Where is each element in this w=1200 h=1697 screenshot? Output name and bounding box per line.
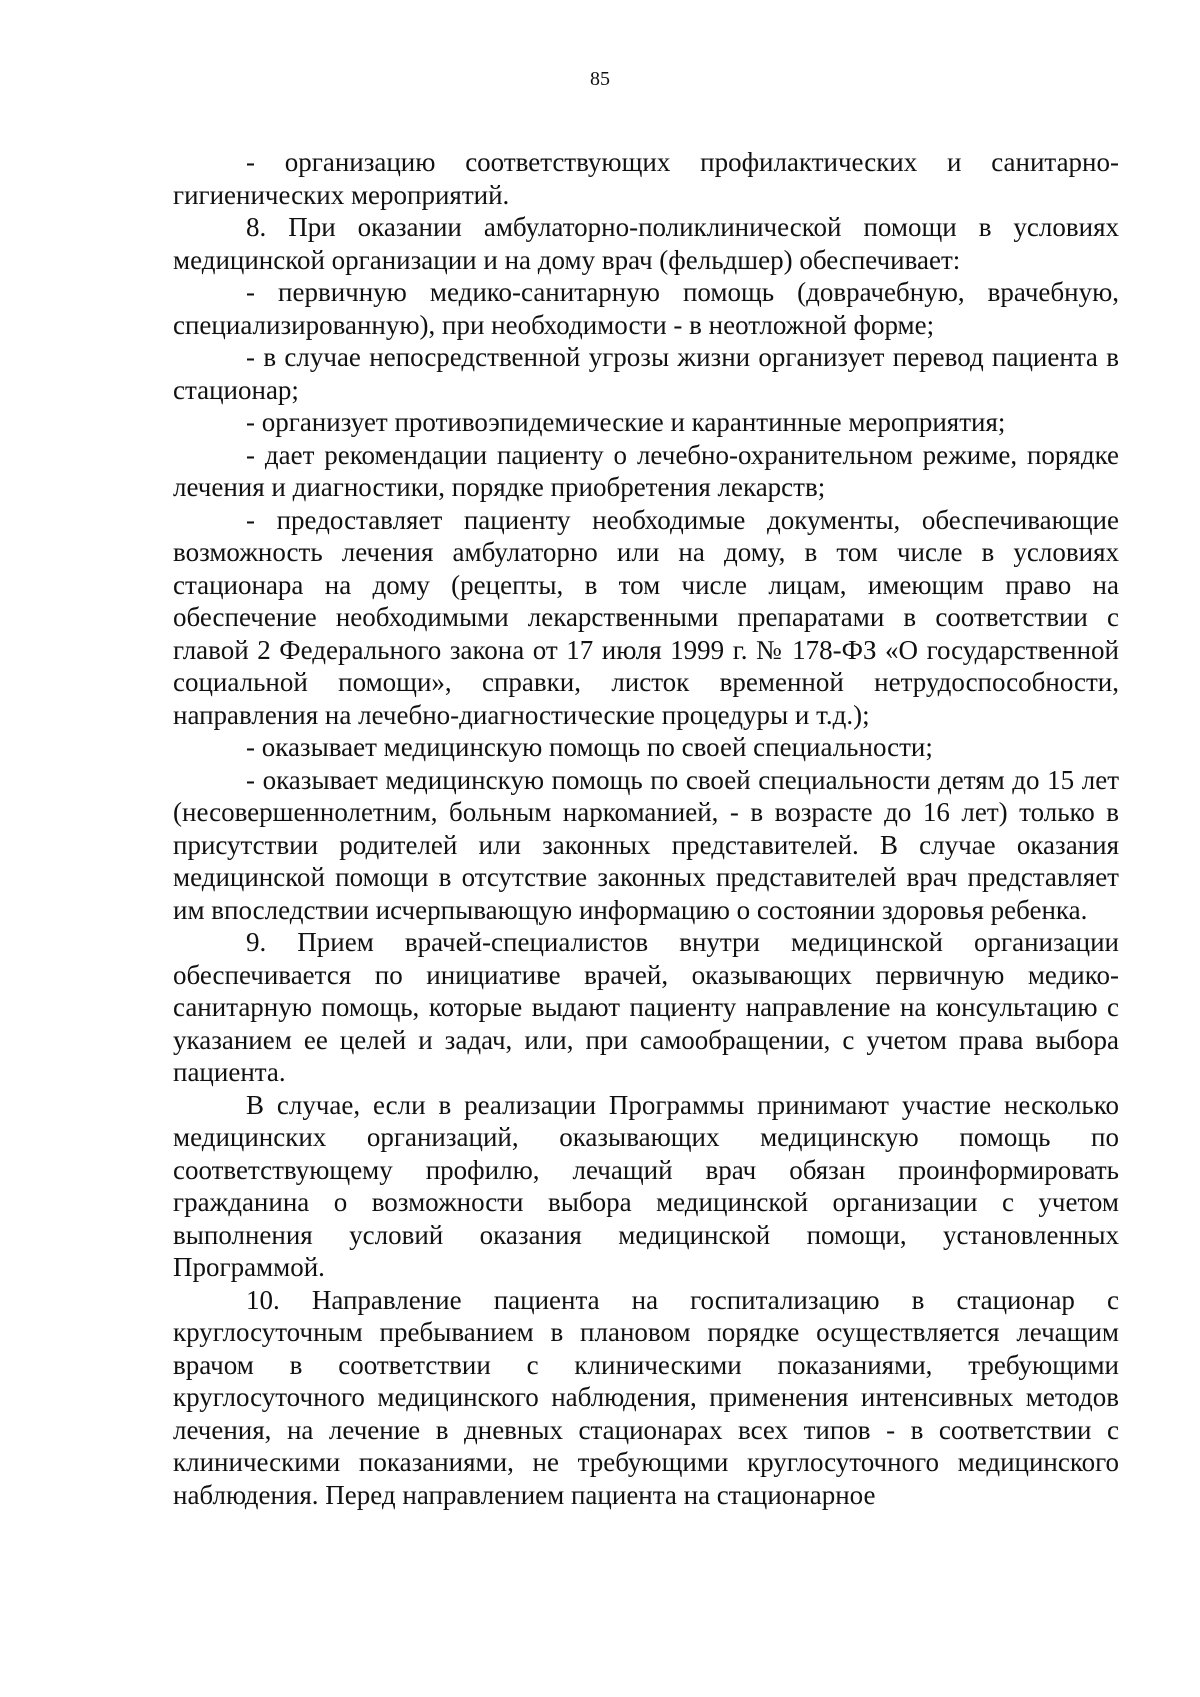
paragraph: В случае, если в реализации Программы принимают участие несколько медицинских организаций, оказывающих медицинскую помощь по соответствующему профилю, лечащий врач обязан проинформировать гражданина о возможности выбора медицинской организации с учетом выполнения условий оказания медицинской помощи, установленных Программой.: [173, 1089, 1119, 1282]
paragraph: - в случае непосредственной угрозы жизни организует перевод пациента в стационар;: [173, 342, 1119, 405]
paragraph: - дает рекомендации пациенту о лечебно-охранительном режиме, порядке лечения и диагностики, порядке приобретения лекарств;: [173, 439, 1119, 502]
paragraph: 10. Направление пациента на госпитализацию в стационар с круглосуточным пребыванием в плановом порядке осуществляется лечащим врачом в соответствии с клиническими показаниями, требующими круглосуточного медицинского наблюдения, применения интенсивных методов лечения, на лечение в дневных стационарах всех типов - в соответствии с клиническими показаниями, не требующими круглосуточного медицинского наблюдения. Перед направлением пациента на стационарное: [173, 1284, 1119, 1510]
paragraph: 9. Прием врачей-специалистов внутри медицинской организации обеспечивается по инициативе врачей, оказывающих первичную медико-санитарную помощь, которые выдают пациенту направление на консультацию с указанием ее целей и задач, или, при самообращении, с учетом права выбора пациента.: [173, 927, 1119, 1087]
paragraph: - оказывает медицинскую помощь по своей специальности;: [246, 732, 933, 762]
paragraph: - первичную медико-санитарную помощь (доврачебную, врачебную, специализированную), при необходимости - в неотложной форме;: [173, 277, 1119, 340]
paragraph: - организацию соответствующих профилактических и санитарно-гигиенических мероприятий.: [173, 147, 1119, 210]
page-number: 85: [590, 68, 610, 90]
paragraph: - оказывает медицинскую помощь по своей специальности детям до 15 лет (несовершеннолетним, больным наркоманией, - в возрасте до 16 лет) только в присутствии родителей или законных представителей. В случае оказания медицинской помощи в отсутствие законных представителей врач представляет им впоследствии исчерпывающую информацию о состоянии здоровья ребенка.: [173, 764, 1119, 925]
paragraph: - организует противоэпидемические и карантинные мероприятия;: [246, 407, 1006, 437]
paragraph: 8. При оказании амбулаторно-поликлинической помощи в условиях медицинской организации и на дому врач (фельдшер) обеспечивает:: [173, 212, 1119, 275]
document-body: [173, 146, 1119, 1511]
paragraph: - предоставляет пациенту необходимые документы, обеспечивающие возможность лечения амбулаторно или на дому, в том числе в условиях стационара на дому (рецепты, в том числе лицам, имеющим право на обеспечение необходимыми лекарственными препаратами в соответствии с главой 2 Федерального закона от 17 июля 1999 г. № 178-ФЗ «О государственной социальной помощи», справки, листок временной нетрудоспособности, направления на лечебно-диагностические процедуры и т.д.);: [173, 504, 1119, 730]
